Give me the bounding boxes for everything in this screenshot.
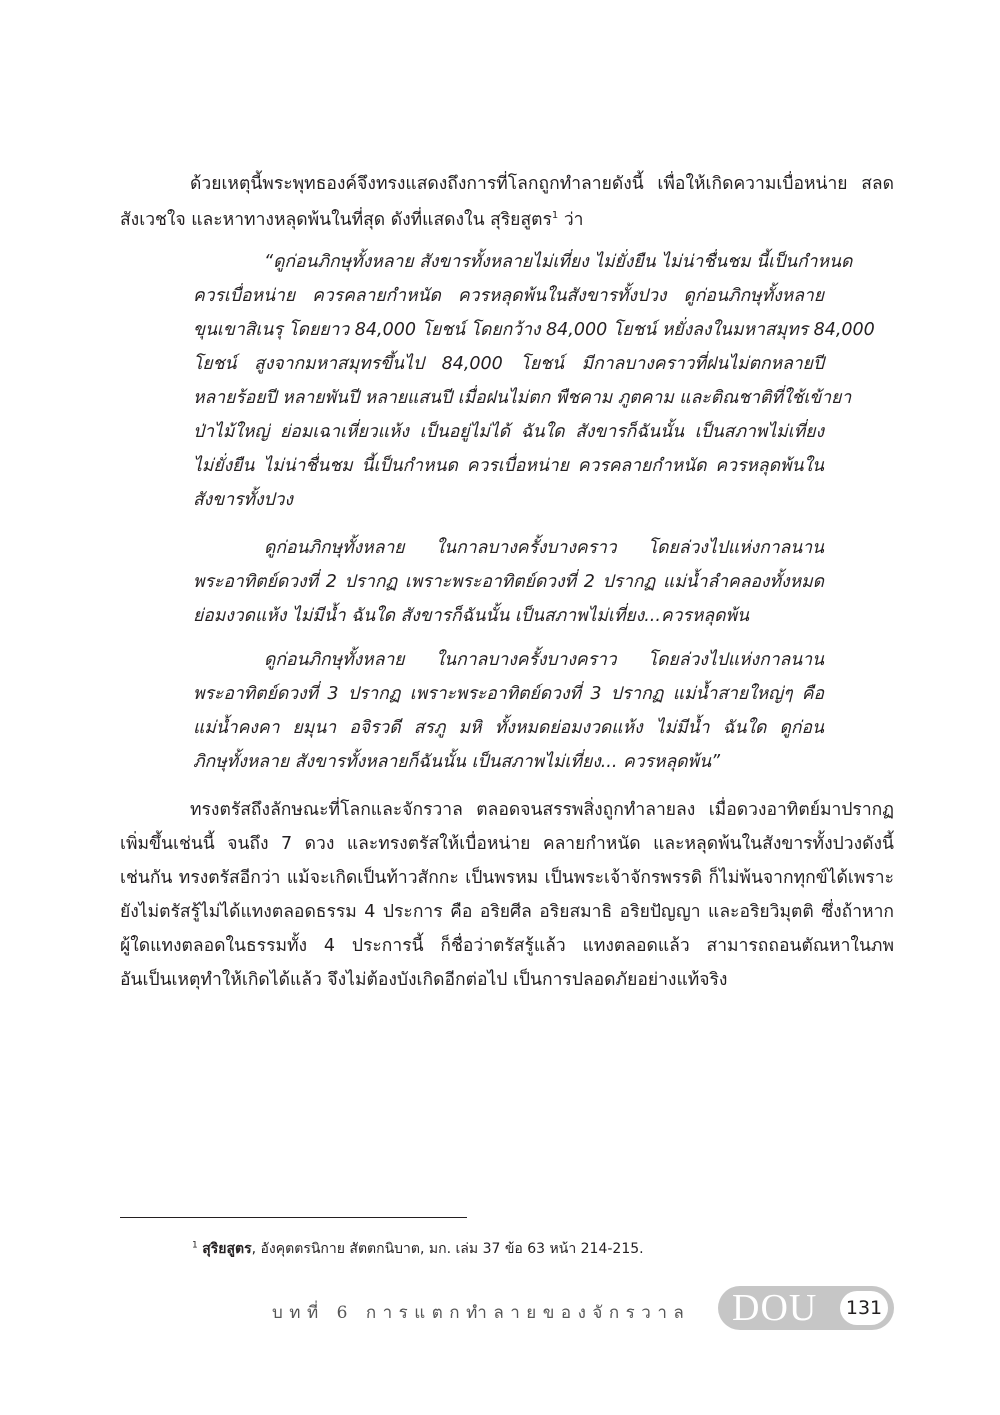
footnote-rule	[120, 1217, 467, 1218]
quote-line-6: ป่าไม้ใหญ่ ย่อมเฉาเหี่ยวแห้ง เป็นอยู่ไม่ได้ ฉันใด สังขารก็ฉันนั้น เป็นสภาพไม่เที่ยง	[193, 422, 824, 442]
quote-line-11: ย่อมงวดแห้ง ไม่มีน้ำ ฉันใด สังขารก็ฉันนั้น เป็นสภาพไม่เที่ยง...ควรหลุดพ้น	[193, 606, 749, 626]
page-badge	[718, 1286, 894, 1330]
quote-line-13: พระอาทิตย์ดวงที่ 3 ปรากฏ เพราะพระอาทิตย์ดวงที่ 3 ปรากฏ แม่น้ำสายใหญ่ๆ คือ	[193, 684, 824, 704]
para2-line-2: เพิ่มขึ้นเช่นนี้ จนถึง 7 ดวง และทรงตรัสให้เบื่อหน่าย คลายกำหนัด และหลุดพ้นในสังขารทั้งปวงดังนี้	[120, 834, 894, 854]
footnote-text: , อังคุตตรนิกาย สัตตกนิบาต, มก. เล่ม 37 ข้อ 63 หน้า 214-215.	[251, 1241, 644, 1257]
para2-line-5: ผู้ใดแทงตลอดในธรรมทั้ง 4 ประการนี้ ก็ชื่อว่าตรัสรู้แล้ว แทงตลอดแล้ว สามารถถอนตัณหาในภพ	[120, 936, 894, 956]
para2-line-4: ยังไม่ตรัสรู้ไม่ได้แทงตลอดธรรม 4 ประการ คือ อริยศีล อริยสมาธิ อริยปัญญา และอริยวิมุตติ ซึ่งถ้าหาก	[120, 902, 894, 922]
para1-line-2-text: สังเวชใจ และหาทางหลุดพ้นในที่สุด ดังที่แสดงใน สุริยสูตร	[120, 209, 552, 230]
quote-line-1: “ดูก่อนภิกษุทั้งหลาย สังขารทั้งหลายไม่เที่ยง ไม่ยั่งยืน ไม่น่าชื่นชม นี้เป็นกำหนด	[264, 252, 853, 272]
quote-line-12: ดูก่อนภิกษุทั้งหลาย ในกาลบางครั้งบางคราว โดยล่วงไปแห่งกาลนาน	[264, 650, 824, 670]
footnote	[192, 1238, 644, 1260]
footnote-ref: 1	[551, 210, 559, 221]
quote-line-2: ควรเบื่อหน่าย ควรคลายกำหนัด ควรหลุดพ้นในสังขารทั้งปวง ดูก่อนภิกษุทั้งหลาย	[193, 286, 824, 306]
para1-line-2	[120, 206, 583, 230]
quote-line-8: สังขารทั้งปวง	[193, 490, 293, 510]
chapter-title: บทที่ 6 การแตกทำลายของจักรวาล	[272, 1303, 691, 1323]
quote-line-5: หลายร้อยปี หลายพันปี หลายแสนปี เมื่อฝนไม่ตก พืชคาม ภูตคาม และติณชาติที่ใช้เข้ายา	[193, 388, 852, 408]
page-number: 131	[840, 1291, 888, 1325]
para2-line-1: ทรงตรัสถึงลักษณะที่โลกและจักรวาล ตลอดจนสรรพสิ่งถูกทำลายลง เมื่อดวงอาทิตย์มาปรากฏ	[190, 800, 894, 820]
para2-line-3: เช่นกัน ทรงตรัสอีกว่า แม้จะเกิดเป็นท้าวสักกะ เป็นพรหม เป็นพระเจ้าจักรพรรดิ ก็ไม่พ้นจากทุกข์ได้เพราะ	[120, 868, 894, 888]
footnote-title: สุริยสูตร	[202, 1241, 252, 1257]
quote-line-4: โยชน์ สูงจากมหาสมุทรขึ้นไป 84,000 โยชน์ มีกาลบางคราวที่ฝนไม่ตกหลายปี	[193, 354, 824, 374]
quote-line-7: ไม่ยั่งยืน ไม่น่าชื่นชม นี้เป็นกำหนด ควรเบื่อหน่าย ควรคลายกำหนัด ควรหลุดพ้นใน	[193, 456, 824, 476]
para1-line-2-end: ว่า	[558, 209, 584, 230]
quote-line-10: พระอาทิตย์ดวงที่ 2 ปรากฏ เพราะพระอาทิตย์ดวงที่ 2 ปรากฏ แม่น้ำลำคลองทั้งหมด	[193, 572, 824, 592]
quote-line-15: ภิกษุทั้งหลาย สังขารทั้งหลายก็ฉันนั้น เป็นสภาพไม่เที่ยง... ควรหลุดพ้น”	[193, 752, 721, 772]
para1-line-1: ด้วยเหตุนี้พระพุทธองค์จึงทรงแสดงถึงการที่โลกถูกทำลายดังนี้ เพื่อให้เกิดความเบื่อหน่าย สลด	[190, 174, 894, 194]
footnote-marker: 1	[192, 1240, 198, 1251]
quote-line-9: ดูก่อนภิกษุทั้งหลาย ในกาลบางครั้งบางคราว โดยล่วงไปแห่งกาลนาน	[264, 538, 824, 558]
para2-line-6: อันเป็นเหตุทำให้เกิดได้แล้ว จึงไม่ต้องบังเกิดอีกต่อไป เป็นการปลอดภัยอย่างแท้จริง	[120, 970, 728, 990]
quote-line-14: แม่น้ำคงคา ยมุนา อจิรวดี สรภู มหิ ทั้งหมดย่อมงวดแห้ง ไม่มีน้ำ ฉันใด ดูก่อน	[193, 718, 824, 738]
dou-logo: DOU	[732, 1287, 818, 1329]
quote-line-3: ขุนเขาสิเนรุ โดยยาว 84,000 โยชน์ โดยกว้าง 84,000 โยชน์ หยั่งลงในมหาสมุทร 84,000	[193, 320, 875, 340]
